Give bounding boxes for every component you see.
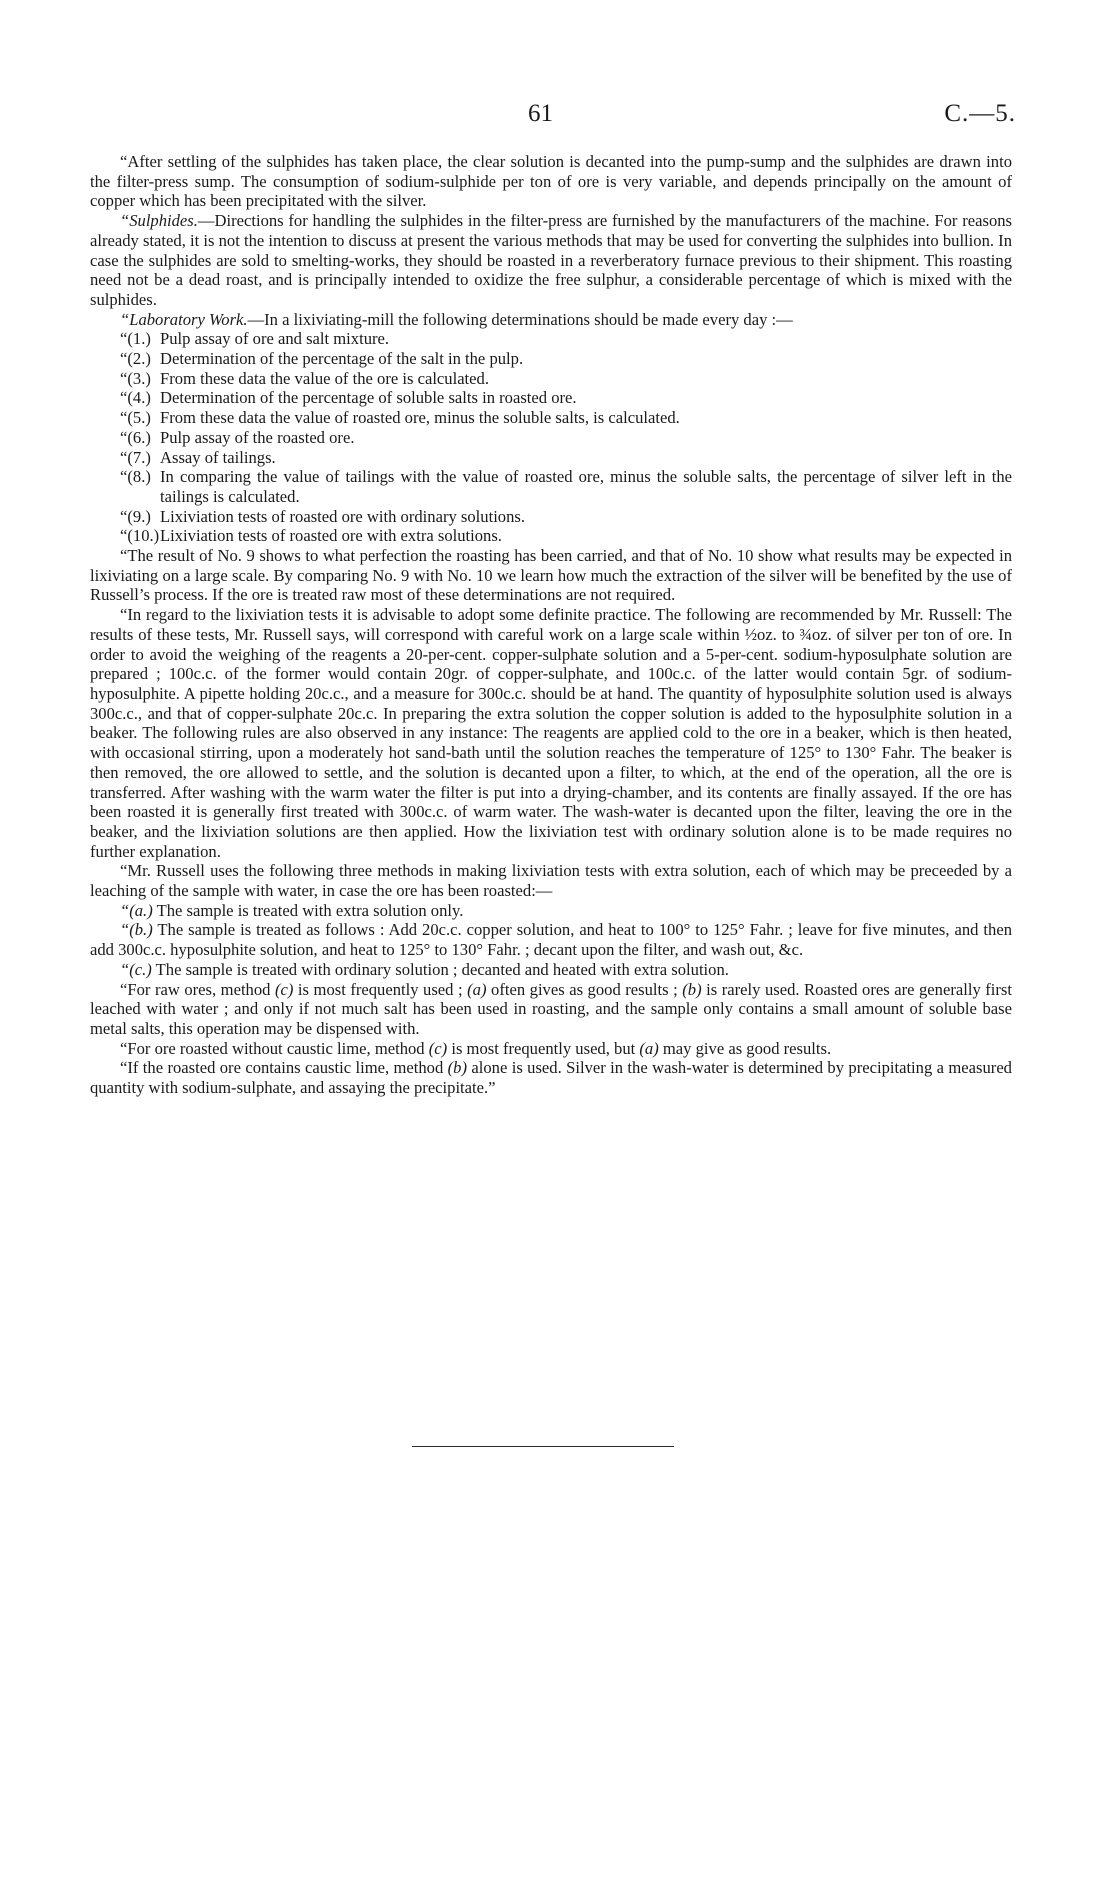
list-text: Pulp assay of the roasted ore. (160, 427, 355, 447)
list-item (90, 448, 1012, 468)
method-ref: (c) (428, 1038, 448, 1058)
list-text: Determination of the percentage of the salt in the pulp. (160, 349, 524, 369)
method-ref: (a) (639, 1038, 659, 1058)
list-text: From these data the value of the ore is calculated. (160, 368, 489, 388)
section-divider (412, 1446, 674, 1447)
list-item (90, 369, 1012, 389)
list-number: “(2.) (120, 349, 151, 369)
list-number: “(6.) (120, 427, 151, 447)
method-text: The sample is treated as follows : Add 20c.c. copper solution, and heat to 100° to 125° Fahr. ; leave for five minutes, and then add 300c.c. hyposulphite solution, and heat to 125° to 130° Fahr. ; decant upon the filter, and wash out, &c. (90, 920, 1012, 960)
paragraph-laboratory-work (90, 310, 1012, 330)
text-run: is most frequently used, but (447, 1038, 640, 1058)
text-run: “If the roasted ore contains caustic lime, method (120, 1058, 448, 1078)
paragraph-caustic-lime (90, 1058, 1012, 1097)
text-run: may give as good results. (658, 1038, 832, 1058)
method-text: The sample is treated with ordinary solution ; decanted and heated with extra solution. (155, 959, 729, 979)
paragraph-sulphides (90, 211, 1012, 310)
paragraph-without-lime (90, 1039, 1012, 1059)
list-item (90, 349, 1012, 369)
paragraph-raw-ores (90, 980, 1012, 1039)
paragraph: “In regard to the lixiviation tests it is advisable to adopt some definite practice. The following are recommended by Mr. Russell: The results of these tests, Mr. Russell says, will correspond with careful work on a large scale within ½oz. to ¾oz. of silver per ton of ore. In order to avoid the weighing of the reagents a 20-per-cent. copper-sulphate solution and a 5-per-cent. sodium-hyposulphate solution are prepared ; 100c.c. of the former would contain 20gr. of copper-sulphate, and 100c.c. of the latter would contain 5gr. of sodium-hyposulphite. A pipette holding 20c.c., and a measure for 300c.c. should be at hand. The quantity of hyposulphite solution used is always 300c.c., and that of copper-sulphate 20c.c. In preparing the extra solution the copper solution is added to the hyposulphite solution in a beaker. The following rules are also observed in any instance: The reagents are applied cold to the ore in a beaker, which is then heated, with occasional stirring, upon a moderately hot sand-bath until the solution reaches the temperature of 125° to 130° Fahr. The beaker is then removed, the ore allowed to settle, and the solution is decanted upon a filter, to which, at the end of the operation, all the ore is transferred. After washing with the warm water the filter is put into a drying-chamber, and its contents are finally assayed. If the ore has been roasted it is generally first treated with 300c.c. of warm water. The wash-water is decanted upon the filter, leaving the ore in the beaker, and the lixiviation solutions are then applied. How the lixiviation test with ordinary solution alone is to be made requires no further explanation. (90, 605, 1012, 861)
page-header (0, 100, 1114, 140)
method-item (90, 901, 1012, 921)
list-item (90, 526, 1012, 546)
paragraph-text: —In a lixiviating-mill the following determinations should be made every day :— (247, 309, 793, 329)
list-item (90, 329, 1012, 349)
method-ref: (a) (467, 979, 487, 999)
list-number: “(8.) (120, 467, 151, 487)
paragraph: “The result of No. 9 shows to what perfection the roasting has been carried, and that of No. 10 show what results may be expected in lixiviating on a large scale. By comparing No. 9 with No. 10 we learn how much the extraction of the silver will be benefited by the use of Russell’s process. If the ore is treated raw most of these determinations are not required. (90, 546, 1012, 605)
list-number: “(7.) (120, 447, 151, 467)
method-label: “(a.) (120, 900, 153, 920)
list-text: Determination of the percentage of soluble salts in roasted ore. (160, 388, 577, 408)
list-number: “(9.) (120, 506, 151, 526)
list-item (90, 408, 1012, 428)
paragraph-text: —Directions for handling the sulphides in the filter-press are furnished by the manufacturers of the machine. For reasons already stated, it is not the intention to discuss at present the various methods that may be used for converting the sulphides into bullion. In case the sulphides are sold to smelting-works, they should be roasted in a reverberatory furnace previous to their shipment. This roasting need not be a dead roast, and is principally intended to oxidize the free sulphur, a considerable percentage of which is mixed with the sulphides. (90, 211, 1012, 309)
list-text: Assay of tailings. (160, 447, 276, 467)
text-run: is most frequently used ; (293, 979, 468, 999)
method-ref: (c) (274, 979, 294, 999)
method-label: “(b.) (120, 920, 153, 940)
method-ref: (b) (682, 979, 702, 999)
list-text: Pulp assay of ore and salt mixture. (160, 329, 390, 349)
paragraph: “After settling of the sulphides has taken place, the clear solution is decanted into the pump-sump and the sulphides are drawn into the filter-press sump. The consumption of sodium-sulphide per ton of ore is very variable, and depends principally on the amount of copper which has been precipitated with the silver. (90, 152, 1012, 211)
method-item (90, 920, 1012, 959)
list-number: “(1.) (120, 329, 151, 349)
list-number: “(5.) (120, 408, 151, 428)
body-text (90, 152, 1012, 1098)
list-item (90, 428, 1012, 448)
method-ref: (b) (447, 1058, 468, 1078)
method-label: “(c.) (120, 959, 152, 979)
text-run: often gives as good results ; (486, 979, 683, 999)
list-text: Lixiviation tests of roasted ore with ordinary solutions. (160, 506, 526, 526)
text-run: “For ore roasted without caustic lime, method (120, 1038, 429, 1058)
list-item (90, 388, 1012, 408)
method-item (90, 960, 1012, 980)
method-text: The sample is treated with extra solution only. (156, 900, 464, 920)
list-number: “(10.) (120, 526, 160, 546)
text-run: alone is used. Silver in the wash-water is determined by precipitating a measured quantity with sodium-sulphate, and assaying the precipitate.” (90, 1058, 1012, 1098)
list-number: “(3.) (120, 368, 151, 388)
list-text: Lixiviation tests of roasted ore with extra solutions. (160, 526, 502, 546)
document-reference: C.—5. (944, 100, 1016, 127)
list-text: In comparing the value of tailings with the value of roasted ore, minus the soluble salts, the percentage of silver left in the tailings is calculated. (160, 467, 1012, 506)
page-number: 61 (528, 100, 553, 127)
list-text: From these data the value of roasted ore, minus the soluble salts, is calculated. (160, 408, 680, 428)
text-run: is rarely used. Roasted ores are generally first leached with water ; and only if not much salt has been used in roasting, and the sample only contains a small amount of soluble base metal salts, this operation may be dispensed with. (90, 979, 1012, 1038)
paragraph: “Mr. Russell uses the following three methods in making lixiviation tests with extra solution, each of which may be preceeded by a leaching of the sample with water, in case the ore has been roasted:— (90, 861, 1012, 901)
section-label: “Sulphides. (120, 211, 198, 231)
text-run: “For raw ores, method (120, 979, 275, 999)
list-item (90, 467, 1012, 506)
list-number: “(4.) (120, 388, 151, 408)
section-label: “Laboratory Work. (120, 309, 248, 329)
list-item (90, 507, 1012, 527)
